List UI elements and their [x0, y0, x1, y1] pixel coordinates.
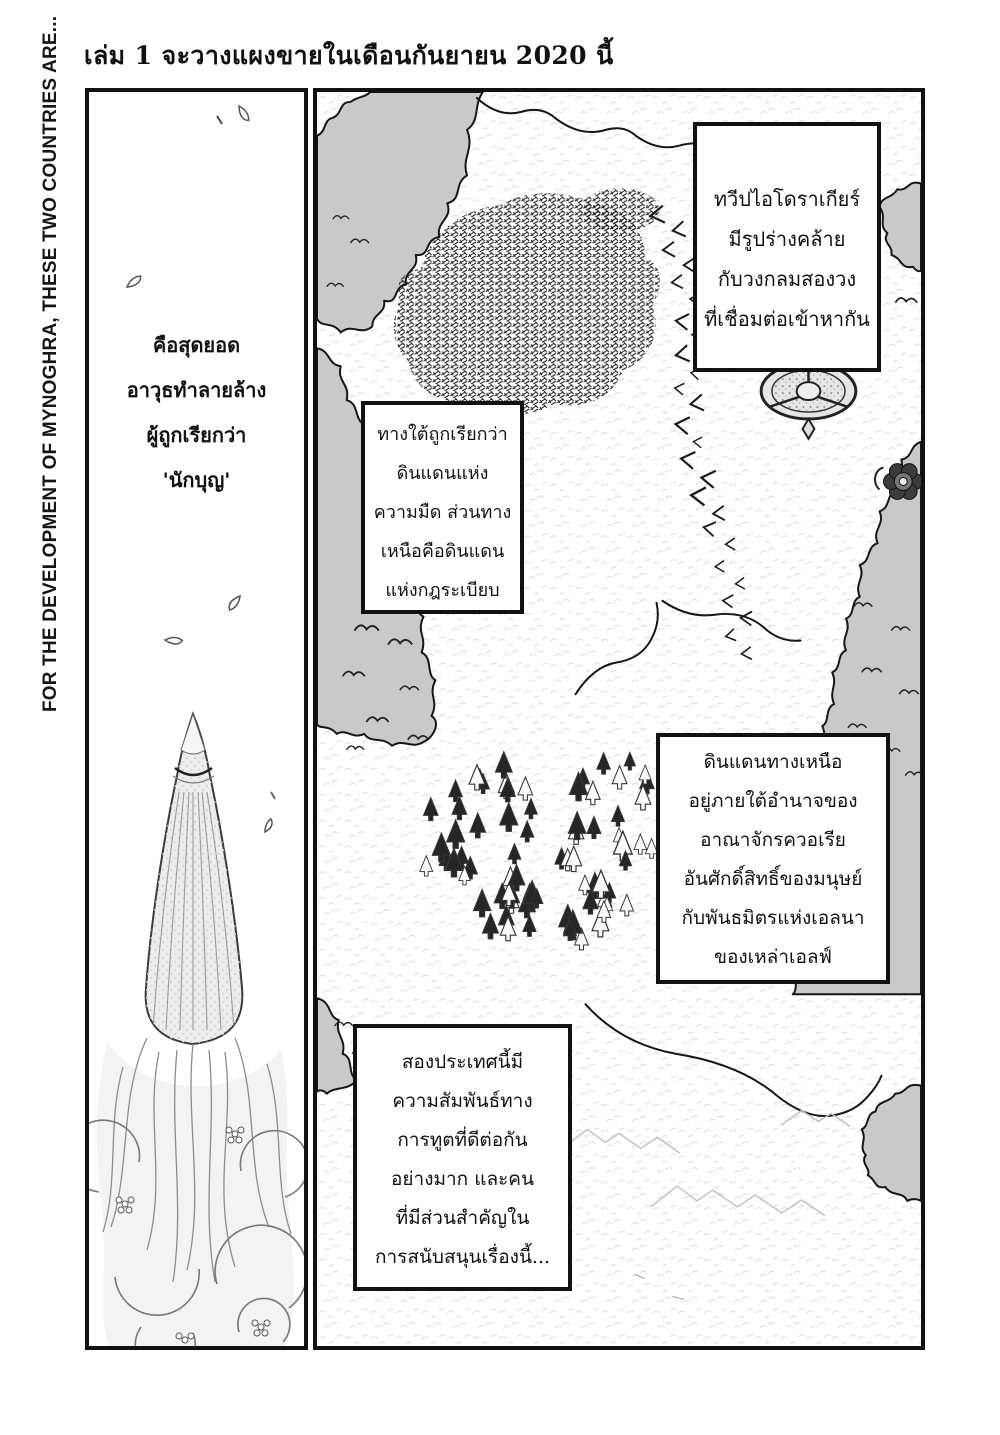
- note-line: แห่งกฎระเบียบ: [385, 580, 500, 601]
- flowing-hair: [89, 1038, 304, 1346]
- map-note-north-powers: [656, 733, 890, 984]
- left-caption: [89, 323, 304, 503]
- note-line: ที่มีส่วนสำคัญใน: [395, 1207, 530, 1229]
- saint-figure-illustration: [89, 92, 304, 1346]
- note-line: ความสัมพันธ์ทาง: [392, 1090, 533, 1112]
- note-line: มีรูปร่างคล้าย: [728, 227, 846, 251]
- caption-line: 'นักบุญ': [162, 468, 231, 492]
- note-line: อยู่ภายใต้อำนาจของ: [688, 790, 858, 812]
- map-note-continent-shape: [693, 122, 881, 372]
- note-line: ที่เชื่อมต่อเข้าหากัน: [704, 307, 870, 331]
- note-line: สองประเทศนี้มี: [401, 1051, 524, 1073]
- map-note-south-north: [361, 401, 524, 614]
- caption-line: อาวุธทำลายล้าง: [126, 378, 267, 402]
- map-note-diplomacy: [353, 1024, 572, 1291]
- caption-line: คือสุดยอด: [152, 333, 241, 357]
- note-line: อันศักดิ์สิทธิ์ของมนุษย์: [683, 868, 863, 890]
- veil-hood: [129, 712, 259, 1052]
- note-line: อาณาจักรควอเรีย: [700, 829, 846, 851]
- note-line: ดินแดนแห่ง: [396, 463, 489, 484]
- note-line: ทวีปไอโดราเกียร์: [713, 187, 861, 211]
- note-line: ทางใต้ถูกเรียกว่า: [377, 424, 508, 445]
- note-line: การสนับสนุนเรื่องนี้...: [374, 1246, 551, 1268]
- note-line: กับวงกลมสองวง: [717, 267, 857, 291]
- side-vertical-text: FOR THE DEVELOPMENT OF MYNOGHRA, THESE TWO COUNTRIES ARE...: [40, 15, 61, 712]
- left-panel: [85, 88, 308, 1350]
- note-line: ของเหล่าเอลฟ์: [713, 946, 832, 968]
- note-line: เหนือคือดินแดน: [380, 541, 505, 562]
- publication-note: เล่ม 1 จะวางแผงขายในเดือนกันยายน 2020 นี้: [84, 41, 614, 70]
- map-panel: [313, 88, 925, 1350]
- note-line: กับพันธมิตรแห่งเอลนา: [681, 907, 865, 929]
- caption-line: ผู้ถูกเรียกว่า: [146, 423, 247, 447]
- note-line: ดินแดนทางเหนือ: [703, 751, 843, 773]
- note-line: อย่างมาก และคน: [390, 1168, 535, 1190]
- note-line: การทูตที่ดีต่อกัน: [397, 1129, 528, 1151]
- note-line: ความมืด ส่วนทาง: [373, 502, 512, 523]
